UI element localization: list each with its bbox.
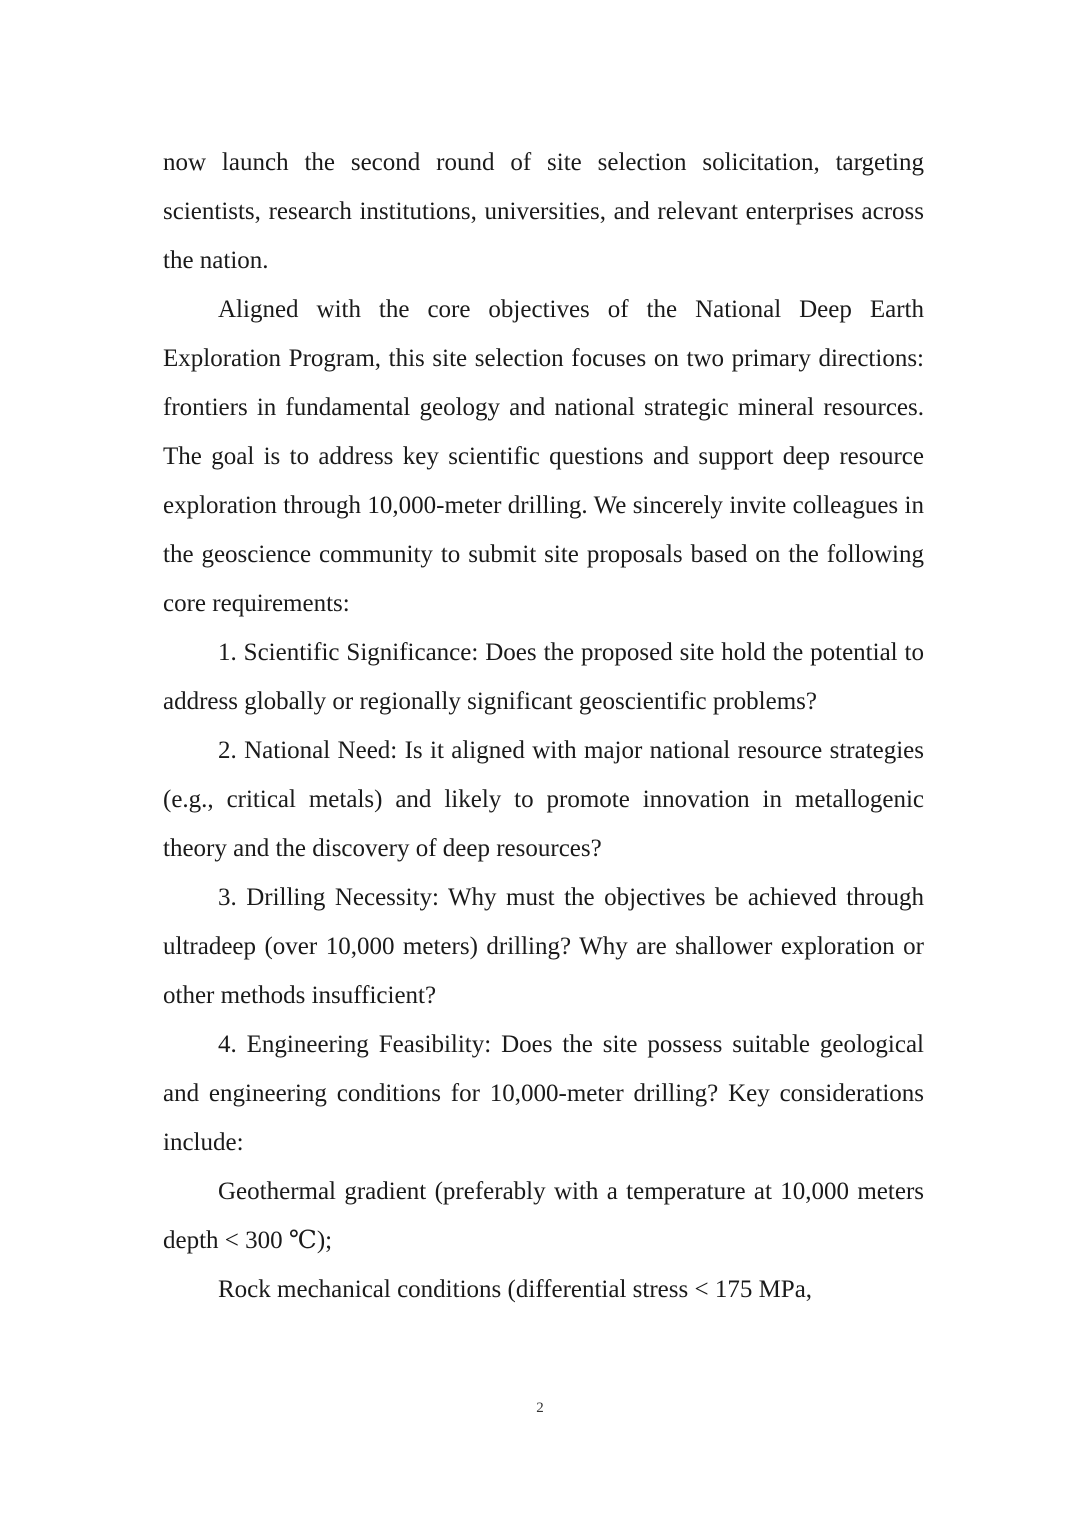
consideration-geothermal-gradient: Geothermal gradient (preferably with a temperature at 10,000 meters depth < 300 ℃); [163, 1178, 924, 1254]
consideration-rock-mechanics: Rock mechanical conditions (differential stress < 175 MPa, [218, 1276, 813, 1303]
requirement-engineering-feasibility: 4. Engineering Feasibility: Does the site possess suitable geological and engineering conditions for 10,000-meter drilling? Key considerations include: [163, 1031, 924, 1156]
paragraph-objectives: Aligned with the core objectives of the National Deep Earth Exploration Program, this site selection focuses on two primary directions: frontiers in fundamental geology and national strategic mineral resources. The goal is to address key scientific questions and support deep resource exploration through 10,000-meter drilling. We sincerely invite colleagues in the geoscience community to submit site proposals based on the following core requirements: [163, 296, 924, 617]
paragraph-intro-continuation: now launch the second round of site selection solicitation, targeting scientists, research institutions, universities, and relevant enterprises across the nation. [163, 149, 924, 274]
requirement-scientific-significance: 1. Scientific Significance: Does the proposed site hold the potential to address globally or regionally significant geoscientific problems? [163, 639, 924, 715]
document-body [163, 138, 924, 1314]
requirement-national-need: 2. National Need: Is it aligned with major national resource strategies (e.g., critical metals) and likely to promote innovation in metallogenic theory and the discovery of deep resources? [163, 737, 924, 862]
requirement-drilling-necessity: 3. Drilling Necessity: Why must the objectives be achieved through ultradeep (over 10,000 meters) drilling? Why are shallower exploration or other methods insufficient? [163, 884, 924, 1009]
page-number: 2 [536, 1400, 544, 1416]
